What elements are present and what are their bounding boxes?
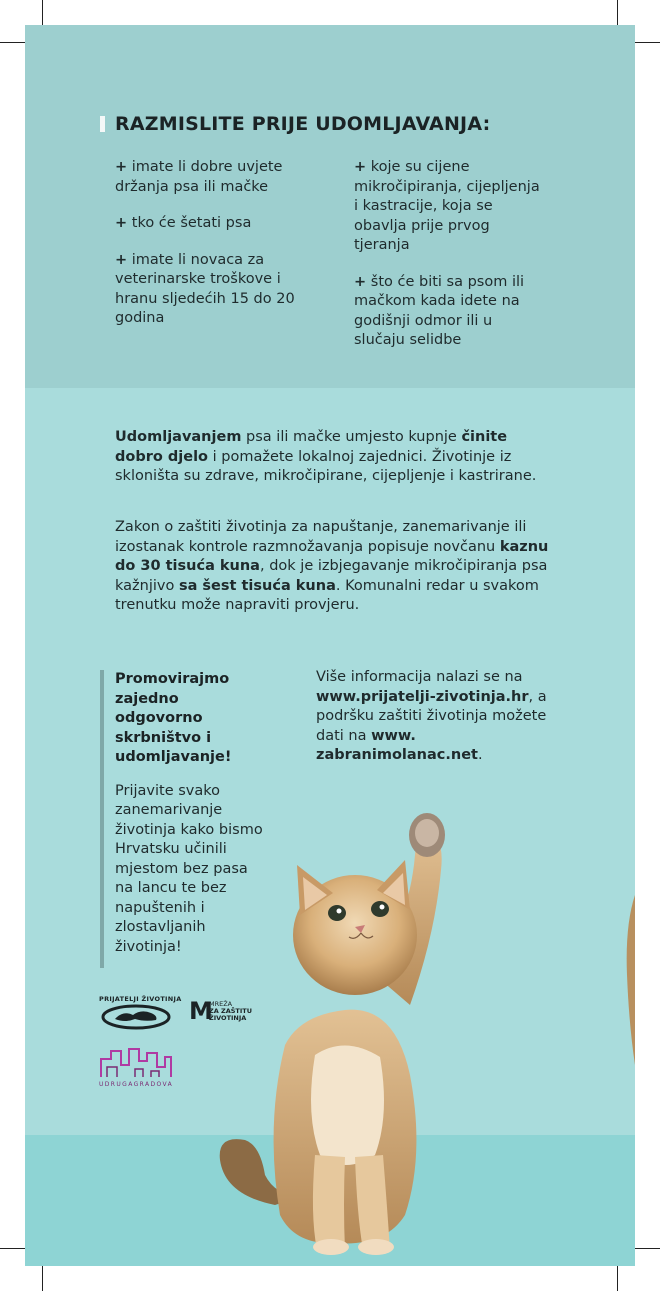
promo-title: Promovirajmo zajedno odgovorno skrbništvo i udomljavanje! bbox=[115, 671, 232, 765]
list-item: + koje su cijene mikročipiranja, cijepljenja i kastracije, koja se obavlja prije prvog tjeranja bbox=[354, 159, 540, 253]
kitten-image bbox=[205, 795, 475, 1255]
crop-mark bbox=[632, 42, 660, 43]
adoption-paragraph: Udomljavanjem psa ili mačke umjesto kupnje činite dobro djelo i pomažete lokalnoj zajednici. Životinje iz skloništa su zdrave, mikročipirane, cijepljenje i kastrirane. bbox=[115, 429, 537, 484]
link-zabranimolanac[interactable]: www. zabranimolanac.net bbox=[316, 727, 478, 763]
plus-icon: + bbox=[354, 273, 367, 290]
heading-text: RAZMISLITE PRIJE UDOMLJAVANJA: bbox=[115, 113, 491, 135]
list-item: + imate li novaca za veterinarske troškove i hranu sljedećih 15 do 20 godina bbox=[115, 251, 295, 326]
plus-icon: + bbox=[115, 251, 128, 268]
crop-mark bbox=[632, 1248, 660, 1249]
animal-oval-icon bbox=[101, 1004, 171, 1030]
mreza-logo: M MREŽA ZA ZAŠTITU ŽIVOTINJA bbox=[189, 997, 252, 1025]
list-item: + tko će šetati psa bbox=[115, 215, 252, 231]
crop-mark bbox=[0, 42, 28, 43]
prijatelji-zivotinja-logo: PRIJATELJI ŽIVOTINJA bbox=[97, 995, 173, 1033]
info-paragraph: Više informacija nalazi se na www.prijatelji-zivotinja.hr, a podršku zaštiti životinja možete dati na www. zabranimolanac.net. bbox=[316, 669, 547, 763]
plus-icon: + bbox=[115, 159, 128, 175]
city-skyline-icon bbox=[99, 1045, 173, 1079]
checklist-right bbox=[354, 158, 544, 368]
list-item: + imate li dobre uvjete držanja psa ili mačke bbox=[115, 159, 283, 195]
udruga-gradova-logo: UDRUGAGRADOVA bbox=[99, 1045, 175, 1089]
law-paragraph: Zakon o zaštiti životinja za napuštanje, zanemarivanje ili izostanak kontrole razmnožavanja popisuje novčanu kaznu do 30 tisuća kuna, dok je izbjegavanje mikročipiranja psa kažnjivo sa šest tisuća kuna. Komunalni redar u svakom trenutku može napraviti provjeru. bbox=[115, 519, 549, 613]
list-item: + što će biti sa psom ili mačkom kada idete na godišnji odmor ili u slučaju selidbe bbox=[354, 273, 525, 348]
second-cat-edge bbox=[623, 895, 635, 1065]
promo-body: Prijavite svako zanemarivanje životinja kako bismo Hrvatsku učinili mjestom bez pasa na lancu te bez napuštenih i zlostavljanih životinja! bbox=[115, 782, 263, 955]
link-prijatelji[interactable]: www.prijatelji-zivotinja.hr bbox=[316, 688, 529, 705]
heading-bar bbox=[100, 116, 105, 132]
section-heading bbox=[100, 113, 490, 135]
plus-icon: + bbox=[115, 215, 128, 231]
checklist-left bbox=[115, 158, 325, 346]
plus-icon: + bbox=[354, 159, 367, 175]
flyer-page bbox=[25, 25, 635, 1266]
crop-mark bbox=[0, 1248, 28, 1249]
